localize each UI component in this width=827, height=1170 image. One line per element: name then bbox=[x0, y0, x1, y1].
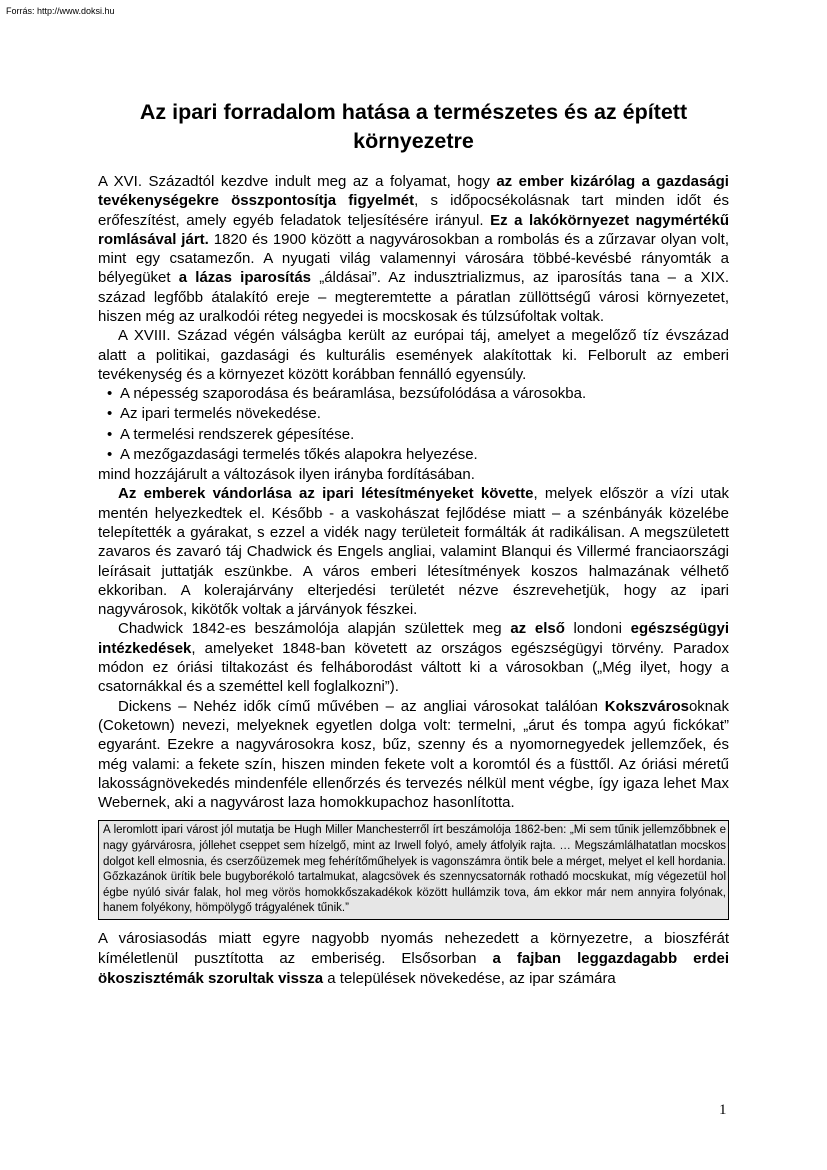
paragraph-1-bold-3: a lázas iparosítás bbox=[178, 269, 312, 287]
paragraph-5-text-3: , amelyeket 1848-ban követett az országos egészségügyi törvény. Paradox módon ez óriási tiltakozást és felháborodást váltott ki a városokban („Még ilyet, hogy a csatornákkal és a szeméttel kell foglalkozni”). bbox=[98, 639, 729, 696]
paragraph-1-text-3: 1820 és 1900 között a nagyvárosokban a rombolás és a zűrzavar olyan volt, mint egy csatamezőn. A nyugati világ valamennyi városára többé-kevésbé rányomták a bélyegüket bbox=[98, 230, 729, 287]
page-title: Az ipari forradalom hatása a természetes és az épített környezetre bbox=[139, 100, 688, 153]
paragraph-4-text-1: , melyek először a vízi utak mentén helyezkedtek el. Később - a vaskohászat fejlődése miatt – a szénbányák közelébe telepítették a gyárakat, s ezzel a vidék nagy területeit formálták át radikálisan. A megszületett zavaros és zavaró táj Chadwick és Engels angliai, valamint Blanqui és Villermé franciaországi leírásait juttatják eszünkbe. A város emberi létesítmények koszos halmazának vélhető ekkoriban. A kolerajárvány elterjedési területét nézve észrevehetjük, hogy az ipari nagyvárosok, kikötők voltak a járványok fészkei. bbox=[98, 485, 729, 619]
paragraph-5 bbox=[98, 619, 729, 696]
list-item bbox=[98, 384, 729, 404]
paragraph-1-bold-1: az ember kizárólag a gazdasági tevékenységekre összpontosítja figyelmét bbox=[98, 173, 729, 210]
paragraph-3: mind hozzájárult a változások ilyen irányba fordításában. bbox=[98, 466, 475, 484]
paragraph-1-text-1: A XVI. Századtól kezdve indult meg az a folyamat, hogy bbox=[98, 173, 497, 190]
source-line: Forrás: http://www.doksi.hu bbox=[6, 6, 115, 16]
list-item bbox=[98, 404, 729, 424]
paragraph-6-text-1: Dickens – Nehéz idők című művében – az angliai városokat találóan bbox=[118, 697, 605, 715]
document-body bbox=[98, 172, 729, 989]
page-number: 1 bbox=[719, 1102, 727, 1118]
paragraph-6 bbox=[98, 697, 729, 813]
paragraph-1-text-2: , s időpocsékolásnak tart minden időt és erőfeszítést, amely egyéb feladatok teljesítésére irányul. bbox=[98, 192, 729, 229]
list-item-text: A népesség szaporodása és beáramlása, bezsúfolódása a városokba. bbox=[120, 385, 587, 403]
list-item bbox=[98, 445, 729, 465]
bullet-icon: • bbox=[107, 405, 113, 423]
bullet-icon: • bbox=[107, 425, 113, 443]
paragraph-4 bbox=[98, 484, 729, 619]
paragraph-6-text-2: oknak (Coketown) nevezi, melyeknek egyetlen dolga volt: termelni, „árut és tompa agyú fickókat” egyaránt. Ezekre a nagyvárosokra kosz, bűz, szenny és a nyomornegyedek jellemzőek, és még valami: a fekete szín, hiszen minden fekete volt a koromtól és a füsttől. Az óriási méretű lakosságnövekedés mindenféle ellenőrzés és tervezés nélkül ment végbe, így igaza lehet Max Webernek, aki a nagyvárost laza homokkupachoz hasonlította. bbox=[98, 697, 729, 812]
list-item-text: A mezőgazdasági termelés tőkés alapokra helyezése. bbox=[120, 445, 478, 463]
paragraph-4-bold-1: Az emberek vándorlása az ipari létesítményeket követte bbox=[118, 485, 534, 503]
bullet-list bbox=[98, 384, 729, 465]
paragraph-7-text-1: A városiasodás miatt egyre nagyobb nyomás nehezedett a környezetre, a bioszférát kíméletlenül pusztította az emberiség. Elsősorban bbox=[98, 929, 729, 967]
paragraph-5-bold-1: az első bbox=[510, 620, 565, 638]
paragraph-7-bold-1: a fajban leggazdagabb erdei ökoszisztémák szorultak vissza bbox=[98, 949, 729, 987]
paragraph-1 bbox=[98, 172, 729, 326]
list-item bbox=[98, 425, 729, 445]
paragraph-2: A XVIII. Század végén válságba került az európai táj, amelyet a megelőző tíz évszázad alatt a politikai, gazdasági és kulturális események alakítottak ki. Felborult az emberi tevékenység és a környezet között korábban fennálló egyensúly. bbox=[98, 327, 729, 383]
paragraph-7-text-2: a települések növekedése, az ipar számára bbox=[323, 969, 616, 987]
list-item-text: Az ipari termelés növekedése. bbox=[120, 405, 321, 423]
paragraph-1-bold-2: Ez a lakókörnyezet nagymértékű romlásával járt. bbox=[98, 211, 729, 248]
paragraph-5-bold-2: egészségügyi intézkedések bbox=[98, 620, 729, 657]
paragraph-5-text-1: Chadwick 1842-es beszámolója alapján születtek meg bbox=[118, 620, 511, 638]
paragraph-6-bold-1: Kokszváros bbox=[604, 697, 689, 715]
paragraph-1-text-4: „áldásai”. Az indusztrializmus, az iparosítás tana – a XIX. század legfőbb átalakító ereje – megteremtette a páratlan züllöttségű városi környezetet, hiszen még az uralkodói réteg negyedei is mocskosak és túlzsúfoltak voltak. bbox=[98, 269, 729, 326]
list-item-text: A termelési rendszerek gépesítése. bbox=[120, 425, 355, 443]
bullet-icon: • bbox=[107, 445, 113, 463]
paragraph-7 bbox=[98, 929, 729, 989]
bullet-icon: • bbox=[107, 385, 113, 403]
paragraph-5-text-2: londoni bbox=[564, 620, 631, 638]
quote-box: A leromlott ipari várost jól mutatja be Hugh Miller Manchesterről írt beszámolója 1862-ben: „Mi sem tűnik jellemzőbbnek e nagy gyárvárosra, jóllehet cseppet sem hízelgő, mint az Irwell folyó, amely átfolyik rajta. … Megszámlálhatatlan mocskos dolgot kell elmosnia, és cserzőüzemek meg fehérítőműhelyek is vagonszámra öntik bele a mérget, melyet el kell hordania. Gőzkazánok ürítik bele bugyborékoló tartalmukat, alagcsövek és szennycsatornák rothadó mocskukat, míg végezetül hol égbe nyúló sivár falak, hol meg vörös homokkőszakadékok között hullámzik tova, ám ekkor már nem annyira folyónak, hanem folyékony, hömpölygő trágyalének tűnik.” bbox=[98, 820, 729, 920]
